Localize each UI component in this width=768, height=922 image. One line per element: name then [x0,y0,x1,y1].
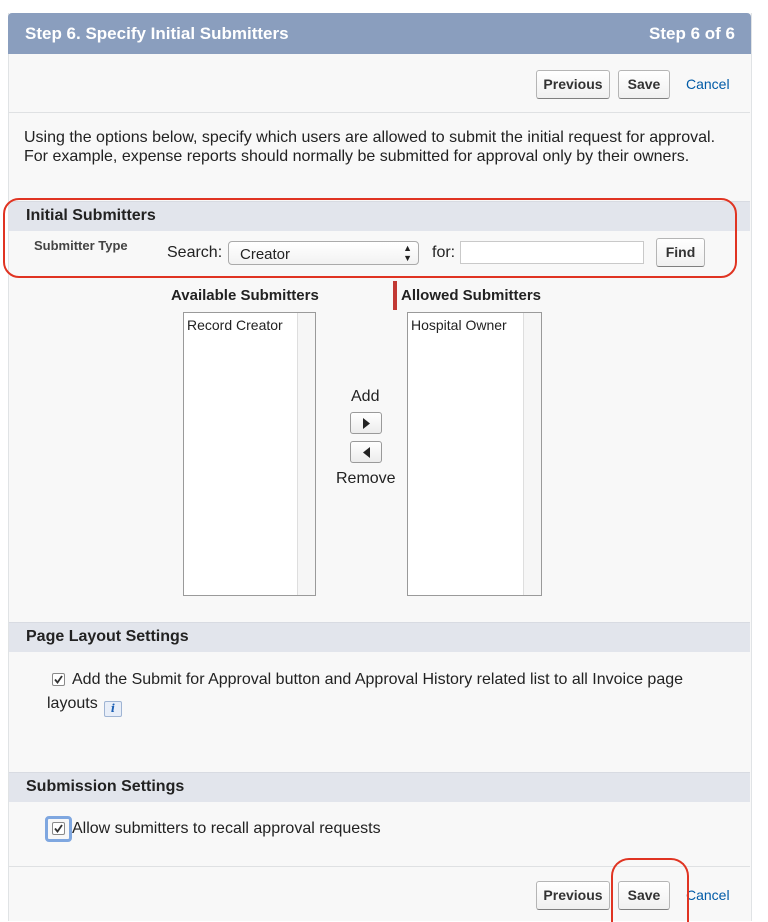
triangle-right-icon [362,418,371,429]
submission-settings-section [9,772,750,802]
allowed-submitters-heading: Allowed Submitters [401,287,542,304]
remove-label: Remove [336,470,396,487]
toolbar-divider [9,112,750,113]
page-layout-heading: Page Layout Settings [26,628,189,645]
add-button[interactable] [350,412,382,434]
step-header [8,13,751,54]
add-submit-button-checkbox[interactable] [52,673,65,686]
search-label: Search: [167,244,223,261]
initial-submitters-section [9,201,750,231]
bottom-divider [9,866,750,867]
submission-settings-heading: Submission Settings [26,778,185,795]
save-button-top[interactable]: Save [618,70,670,99]
info-icon[interactable]: i [104,701,122,717]
list-item[interactable]: Record Creator [187,317,283,333]
updown-arrows-icon: ▲ ▼ [403,243,412,263]
scrollbar[interactable] [523,313,541,595]
search-for-input[interactable] [460,241,644,264]
available-submitters-heading: Available Submitters [171,287,319,304]
page-layout-text: Add the Submit for Approval button and Approval History related list to all Invoice page [72,671,684,688]
save-button-bottom[interactable]: Save [618,881,670,910]
checkmark-icon [54,675,63,684]
scrollbar[interactable] [297,313,315,595]
find-button[interactable]: Find [656,238,705,267]
add-label: Add [351,388,380,405]
allow-recall-checkbox[interactable] [52,822,65,835]
available-submitters-list[interactable] [183,312,316,596]
checkmark-icon [54,824,63,833]
instructions-text: Using the options below, specify which users are allowed to submit the initial request for approval. For example, expense reports should normally be submitted for approval only by their owners. [24,129,716,165]
submitter-type-label: Submitter Type [34,238,128,253]
cancel-link-bottom[interactable]: Cancel [686,887,730,903]
allow-recall-label: Allow submitters to recall approval requests [72,820,381,837]
required-indicator [393,281,397,310]
for-label: for: [432,244,456,261]
list-item[interactable]: Hospital Owner [411,317,507,333]
submitter-type-select[interactable] [228,241,419,265]
cancel-link-top[interactable]: Cancel [686,76,730,92]
page-layout-text-cont: layouts [47,695,98,712]
previous-button-bottom[interactable]: Previous [536,881,610,910]
allowed-submitters-list[interactable] [407,312,542,596]
remove-button[interactable] [350,441,382,463]
triangle-left-icon [362,447,371,458]
initial-submitters-heading: Initial Submitters [26,207,156,224]
previous-button-top[interactable]: Previous [536,70,610,99]
submitter-type-value: Creator [240,246,291,263]
step-title: Step 6. Specify Initial Submitters [25,24,289,43]
step-counter: Step 6 of 6 [649,24,735,43]
page-layout-section [9,622,750,652]
